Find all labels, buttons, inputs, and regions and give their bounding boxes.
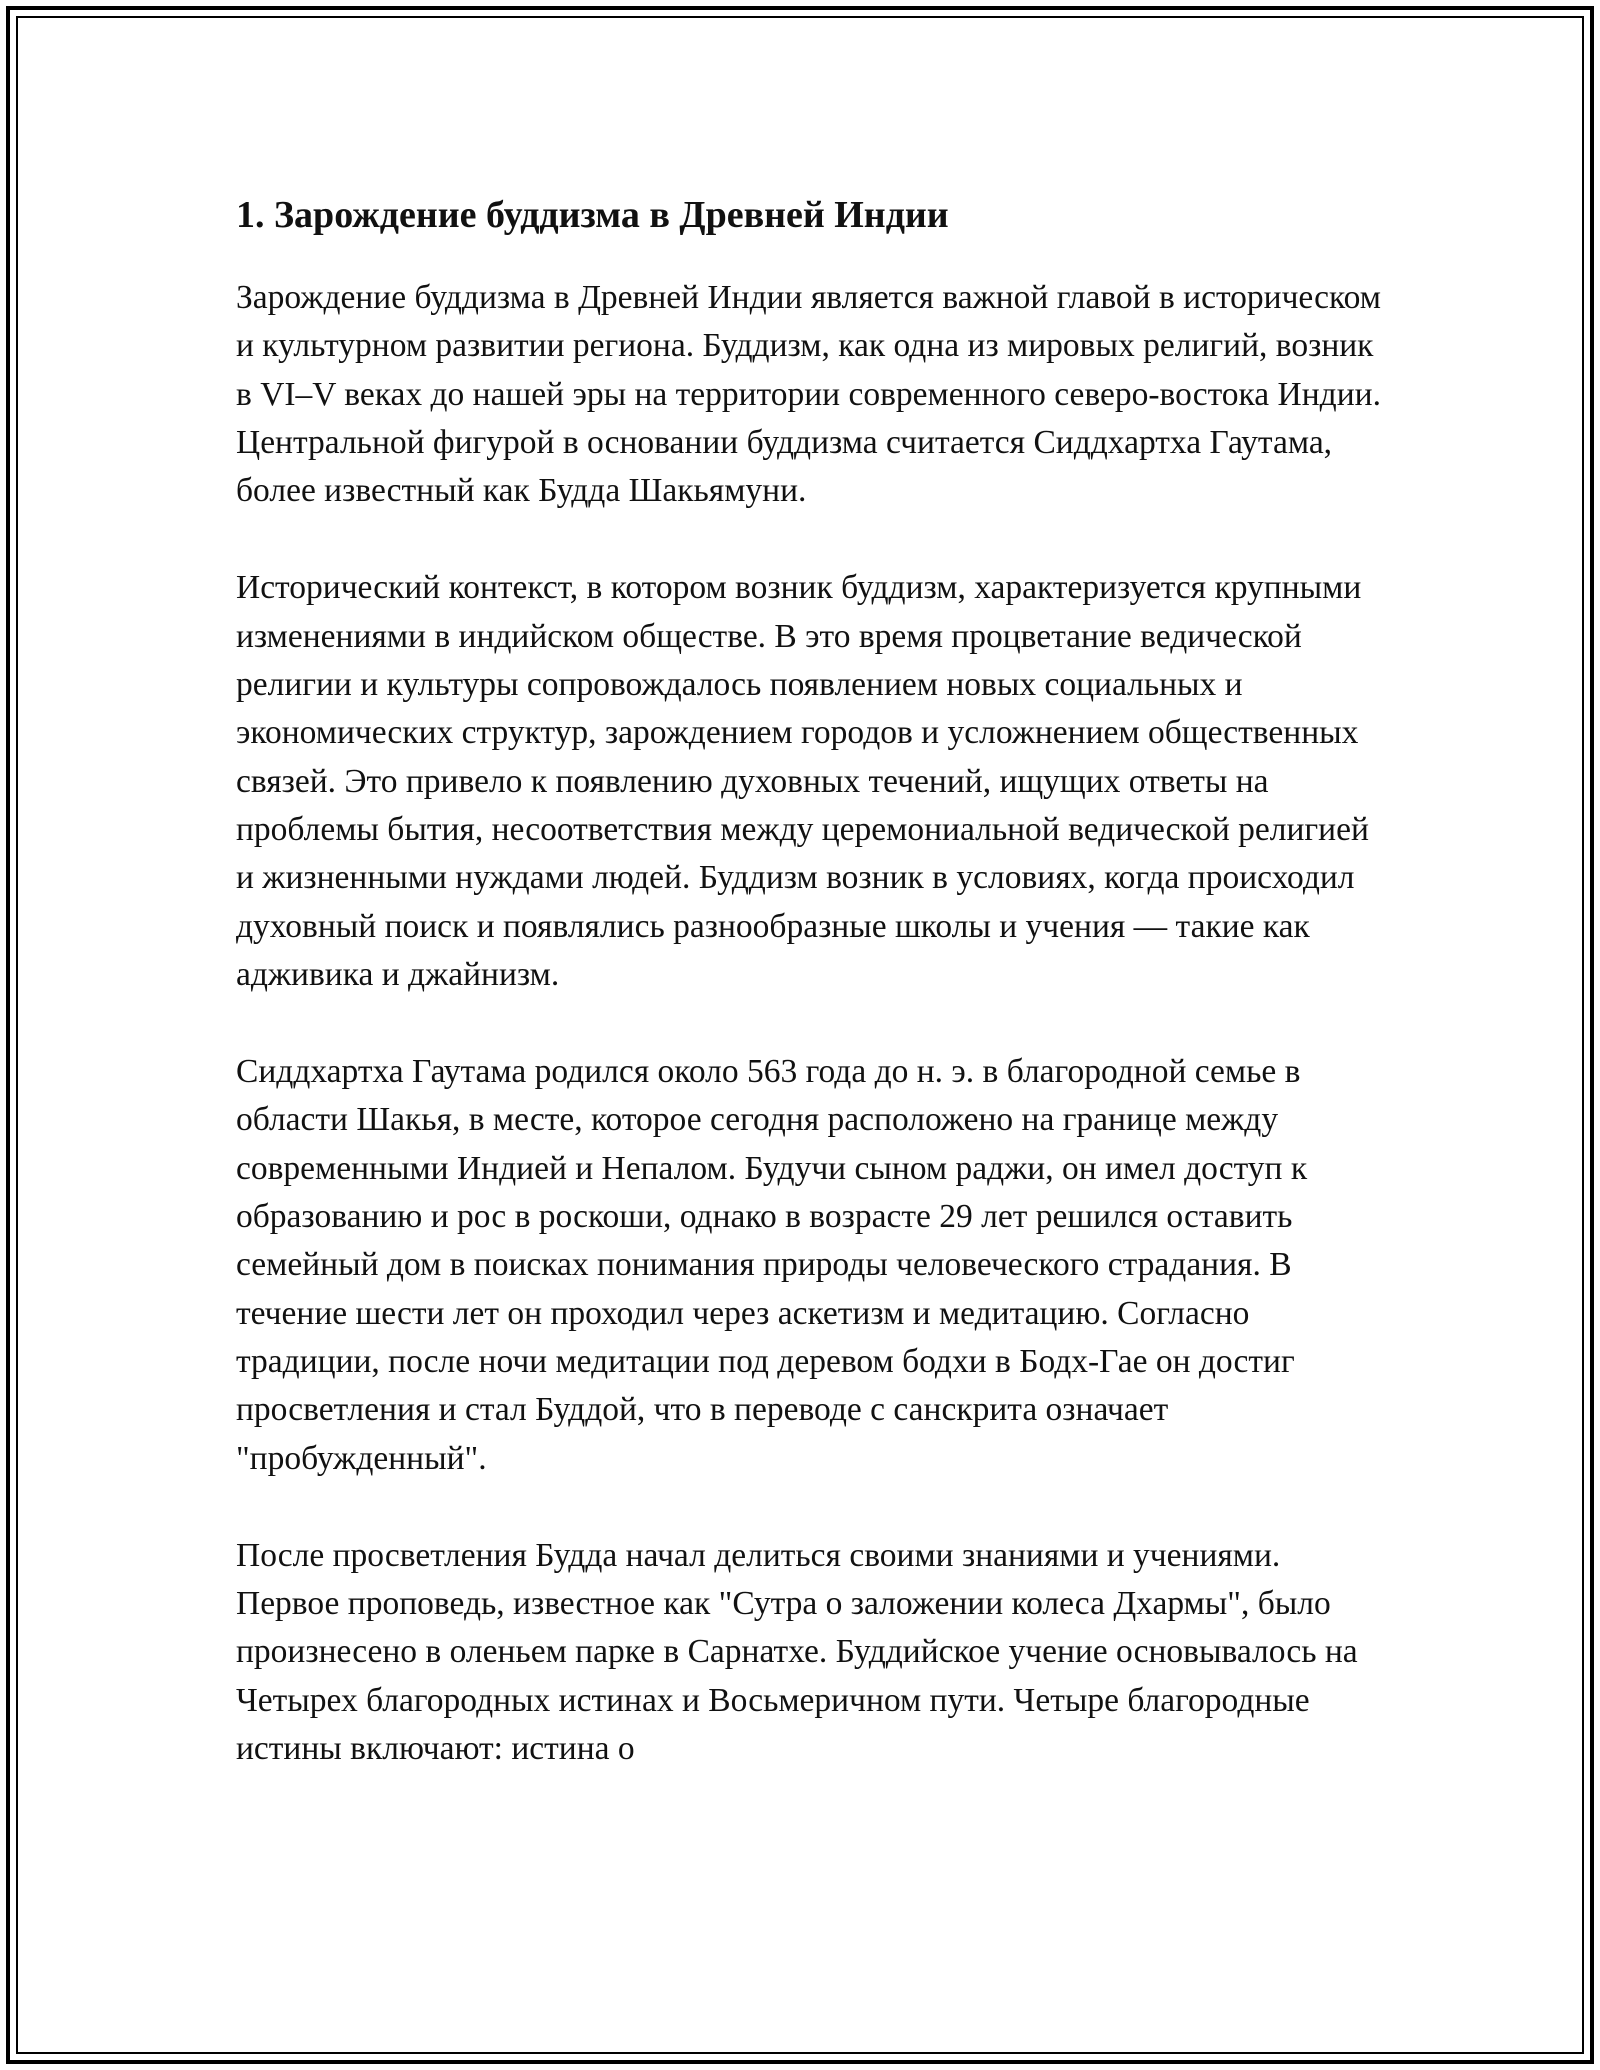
paragraph-first-sermon: После просветления Будда начал делиться своими знаниями и учениями. Первое проповедь, известное как "Сутра о заложении колеса Дхармы", было произнесено в оленьем парке в Сарнатхе. Буддийское учение основывалось на Четырех благородных истинах и Восьмеричном пути. Четыре благородные истины включают: истина о	[236, 1536, 1358, 1768]
paragraph-origin: Зарождение буддизма в Древней Индии является важной главой в историческом и культурном развитии региона. Буддизм, как одна из мировых религий, возник в VI–V веках до нашей эры на территории современного северо-востока Индии. Центральной фигурой в основании буддизма считается Сиддхартха Гаутама, более известный как Будда Шакьямуни.	[236, 279, 1381, 510]
paragraph-siddhartha-biography: Сиддхартха Гаутама родился около 563 года до н. э. в благородной семье в области Шакья, в месте, которое сегодня расположено на границе между современными Индией и Непалом. Будучи сыном раджи, он имел доступ к образованию и рос в роскоши, однако в возрасте 29 лет решился оставить семейный дом в поисках понимания природы человеческого страдания. В течение шести лет он проходил через аскетизм и медитацию. Согласно традиции, после ночи медитации под деревом бодхи в Бодх-Гае он достиг просветления и стал Буддой, что в переводе с санскрита означает "пробужденный".	[236, 1053, 1308, 1477]
paragraph-historical-context: Исторический контекст, в котором возник буддизм, характеризуется крупными изменениями в индийском обществе. В это время процветание ведической религии и культуры сопровождалось появлением новых социальных и экономических структур, зарождением городов и усложнением общественных связей. Это привело к появлению духовных течений, ищущих ответы на проблемы бытия, несоответствия между церемониальной ведической религией и жизненными нуждами людей. Буддизм возник в условиях, когда происходил духовный поиск и появлялись разнообразные школы и учения — такие как адживика и джайнизм.	[236, 569, 1369, 993]
document-body	[236, 184, 1386, 1822]
section-heading: 1. Зарождение буддизма в Древней Индии	[236, 194, 949, 236]
